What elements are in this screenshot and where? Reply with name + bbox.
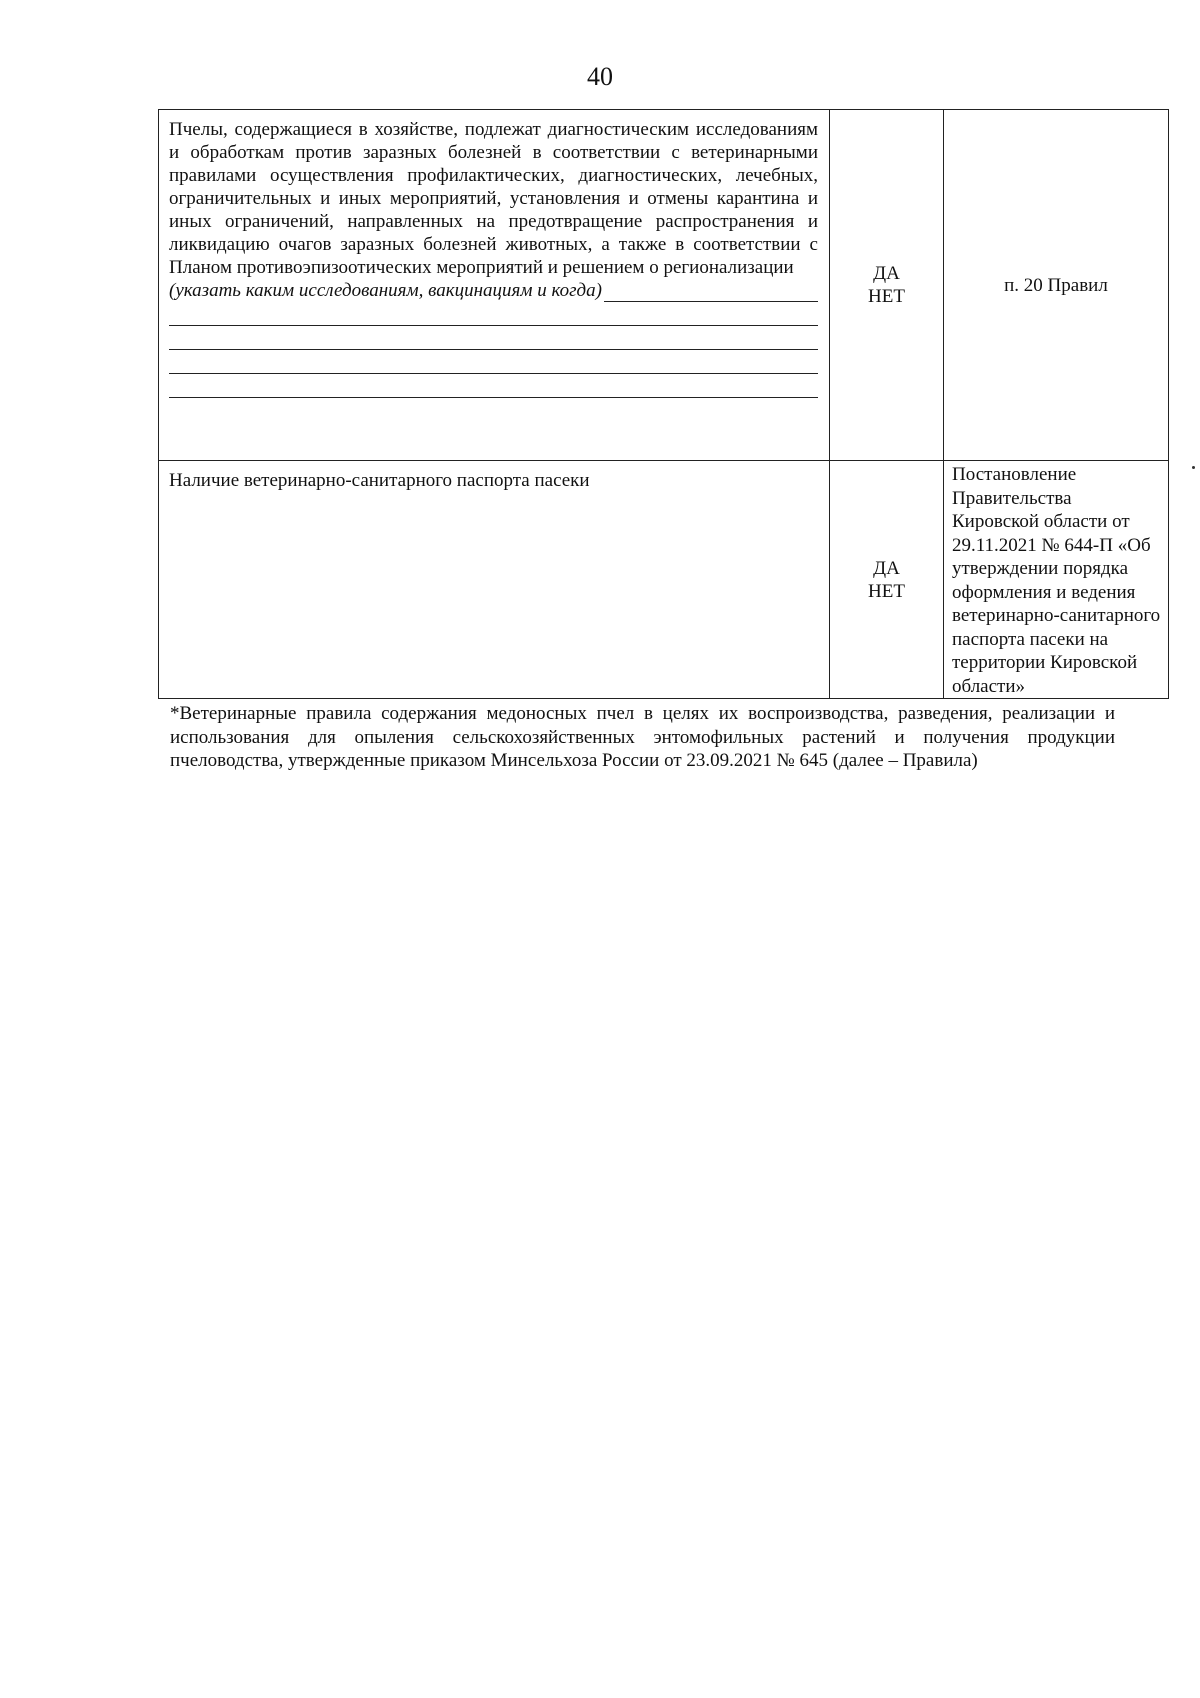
table-row — [159, 461, 1169, 699]
hint-text: (указать каким исследованиям, вакцинациям и когда) — [169, 280, 602, 301]
answer-no-option[interactable]: НЕТ — [868, 286, 905, 307]
answer-cell[interactable] — [830, 461, 944, 699]
answer-no-option[interactable]: НЕТ — [868, 580, 905, 602]
answer-yes-option[interactable]: ДА — [873, 557, 900, 579]
answer-fill-line[interactable] — [169, 302, 818, 326]
reference-cell: п. 20 Правил — [944, 110, 1169, 461]
answer-cell[interactable] — [830, 110, 944, 461]
table-row — [159, 110, 1169, 461]
hint-line — [169, 279, 818, 302]
requirement-cell — [159, 110, 830, 461]
page-number: 40 — [587, 62, 613, 91]
requirement-text: Пчелы, содержащиеся в хозяйстве, подлежат диагностическим исследованиям и обработкам против заразных болезней в соответствии с ветеринарными правилами осуществления профилактических, диагностических, лечебных, ограничительных и иных мероприятий, установления и отмены карантина и иных ограничений, направленных на предотвращение распространения и ликвидацию очагов заразных болезней животных, а также в соответствии с Планом противоэпизоотических мероприятий и решением о регионализации — [169, 119, 818, 278]
requirement-text: Наличие ветеринарно-санитарного паспорта пасеки — [169, 470, 590, 491]
reference-cell: Постановление Правительства Кировской области от 29.11.2021 № 644-П «Об утверждении порядка оформления и ведения ветеринарно-санитарного паспорта пасеки на территории Кировской области» — [944, 461, 1169, 699]
footnote: *Ветеринарные правила содержания медоносных пчел в целях их воспроизводства, разведения, реализации и использования для опыления сельскохозяйственных энтомофильных растений и получения продукции пчеловодства, утвержденные приказом Минсельхоза России от 23.09.2021 № 645 (далее – Правила) — [170, 703, 1115, 771]
checklist-table — [158, 109, 1169, 699]
requirement-cell — [159, 461, 830, 699]
answer-fill-line[interactable] — [169, 326, 818, 350]
answer-yes-option[interactable]: ДА — [873, 263, 900, 284]
answer-fill-line[interactable] — [169, 350, 818, 374]
scan-artifact — [1192, 466, 1195, 469]
answer-fill-line[interactable] — [604, 283, 818, 302]
answer-fill-line[interactable] — [169, 374, 818, 398]
